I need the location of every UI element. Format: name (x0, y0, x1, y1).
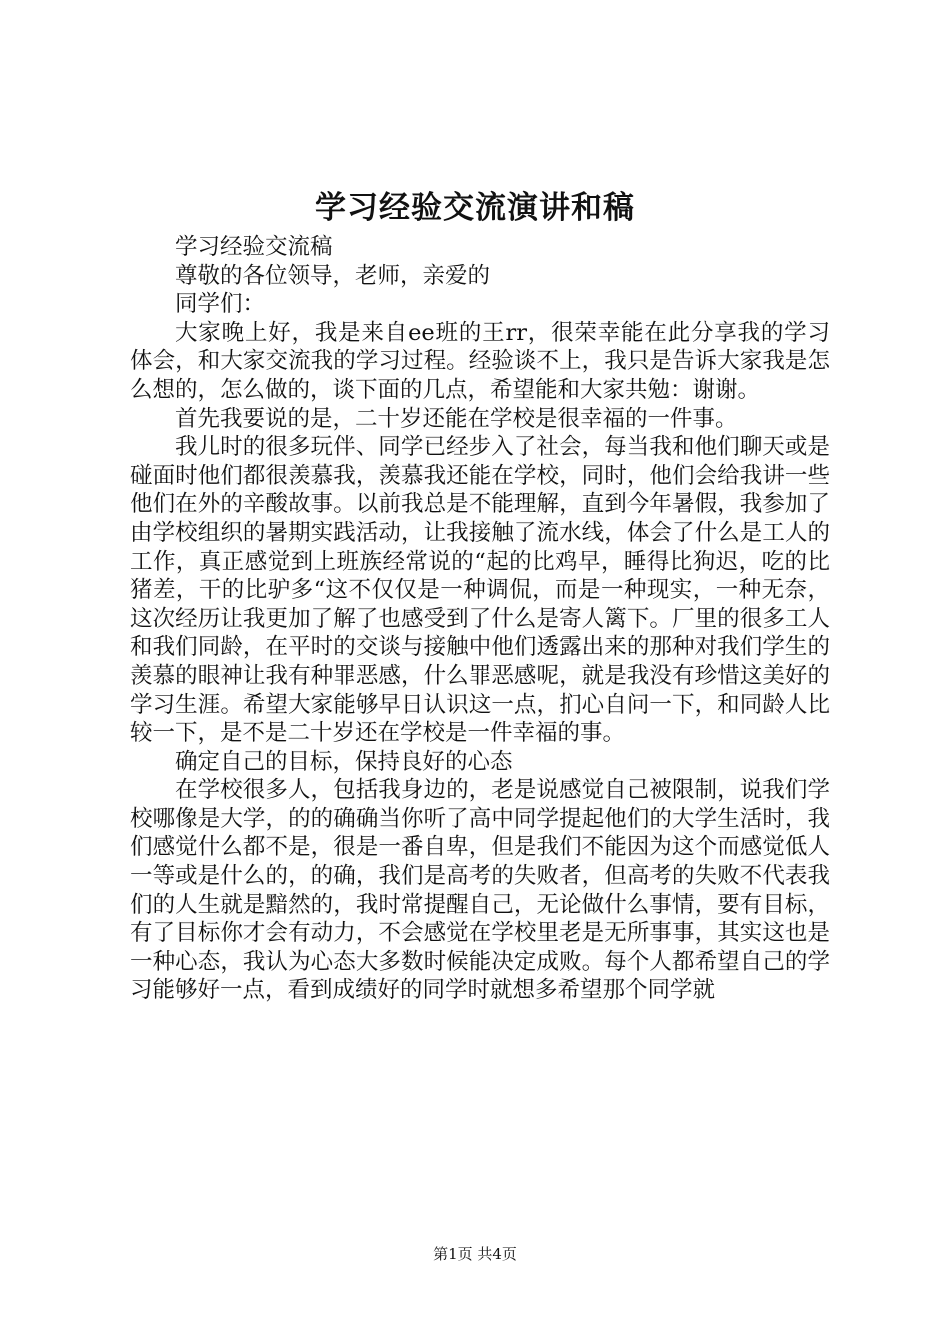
paragraph-salutation-continued: 同学们： (175, 291, 266, 318)
paragraph-heading: 学习经验交流稿 (175, 234, 333, 260)
paragraph-section-heading: 确定自己的目标，保持良好的心态 (175, 748, 513, 775)
page-footer: 第1页 共4页 (433, 1245, 517, 1263)
paragraph-salutation: 尊敬的各位领导，老师，亲爱的 (175, 262, 491, 289)
document-body (130, 233, 830, 1005)
paragraph-greeting: 大家晚上好，我是来自ee班的王rr，很荣幸能在此分享我的学习体会，和大家交流我的学习过程。经验谈不上，我只是告诉大家我是怎么想的，怎么做的，谈下面的几点，希望能和大家共勉：谢谢。 (130, 319, 830, 403)
document-title: 学习经验交流演讲和稿 (315, 190, 635, 226)
paragraph-story: 我儿时的很多玩伴、同学已经步入了社会，每当我和他们聊天或是碰面时他们都很羡慕我，羡慕我还能在学校，同时，他们会给我讲一些他们在外的辛酸故事。以前我总是不能理解，直到今年暑假，我参加了由学校组织的暑期实践活动，让我接触了流水线，体会了什么是工人的工作，真正感觉到上班族经常说的“起的比鸡早，睡得比狗迟，吃的比猪差，干的比驴多“这不仅仅是一种调侃，而是一种现实，一种无奈，这次经历让我更加了解了也感受到了什么是寄人篱下。厂里的很多工人和我们同龄，在平时的交谈与接触中他们透露出来的那种对我们学生的羡慕的眼神让我有种罪恶感，什么罪恶感呢，就是我没有珍惜这美好的学习生涯。希望大家能够早日认识这一点，扪心自问一下，和同龄人比较一下，是不是二十岁还在学校是一件幸福的事。 (130, 434, 830, 747)
paragraph-mindset: 在学校很多人，包括我身边的，老是说感觉自己被限制，说我们学校哪像是大学，的的确确当你听了高中同学提起他们的大学生活时，我们感觉什么都不是，很是一番自卑，但是我们不能因为这个而感觉低人一等或是什么的，的确，我们是高考的失败者，但高考的失败不代表我们的人生就是黯然的，我时常提醒自己，无论做什么事情，要有目标，有了目标你才会有动力，不会感觉在学校里老是无所事事，其实这也是一种心态，我认为心态大多数时候能决定成败。每个人都希望自己的学习能够好一点，看到成绩好的同学时就想多希望那个同学就 (130, 777, 830, 1004)
paragraph-first-point: 首先我要说的是，二十岁还能在学校是很幸福的一件事。 (175, 405, 738, 432)
